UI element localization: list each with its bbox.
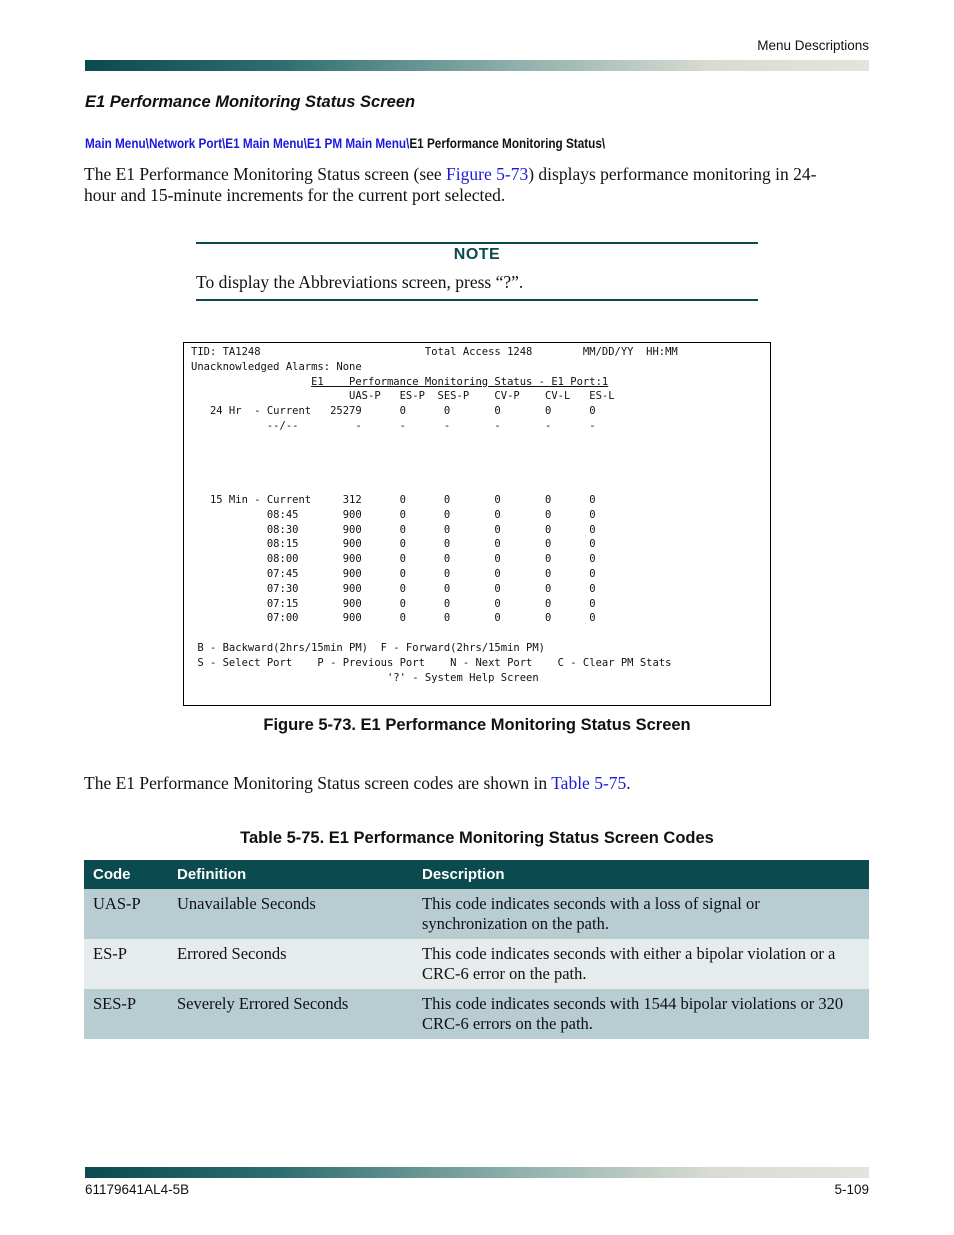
breadcrumb-link-main-menu[interactable]: Main Menu\ xyxy=(85,136,149,151)
codes-table xyxy=(84,860,869,1039)
breadcrumb-link-e1-main-menu[interactable]: E1 Main Menu\ xyxy=(225,136,307,151)
note-title: NOTE xyxy=(453,246,501,263)
breadcrumb-link-e1-pm-main-menu[interactable]: E1 PM Main Menu\ xyxy=(306,136,410,151)
document-number: 61179641AL4-5B xyxy=(85,1182,190,1197)
figure-link[interactable]: Figure 5-73 xyxy=(446,164,529,184)
intro-paragraph xyxy=(84,164,824,206)
note-bottom-rule xyxy=(196,299,758,301)
screen-body: UAS-P ES-P SES-P CV-P CV-L ES-L 24 Hr - Current 25279 0 0 0 0 0 --/-- - - - - - - 15 Min - Current 312 0 0 0 0 0 08:45 900 0 0 0 0 0 08:30 900 0 0 0 0 0 08:15 900 0 0 0 0 0 08:00 900 0 0 0 0 0 07:45 900 0 0 0 0 0 07:30 900 0 0 0 0 0 07:15 900 0 0 0 0 0 07:00 900 0 0 0 0 0 B - Backward(2hrs/15min PM) F - Forward(2hrs/15min PM) S - Select Port P - Previous Port N - Next Port C - Clear PM Stats '?' - System Help Screen xyxy=(197,390,672,684)
table-row xyxy=(84,939,869,989)
cell-definition: Errored Seconds xyxy=(168,939,413,989)
intro-text-before: The E1 Performance Monitoring Status screen (see xyxy=(84,164,447,184)
breadcrumb-link-network-port[interactable]: Network Port\ xyxy=(148,136,226,151)
table-row xyxy=(84,889,869,939)
breadcrumb xyxy=(85,136,605,151)
codes-intro-before: The E1 Performance Monitoring Status screen codes are shown in xyxy=(84,773,552,793)
column-header-code: Code xyxy=(84,860,168,889)
running-header: Menu Descriptions xyxy=(757,38,869,53)
table-row xyxy=(84,989,869,1039)
breadcrumb-current: E1 Performance Monitoring Status\ xyxy=(409,136,606,151)
note-text: To display the Abbreviations screen, press “?”. xyxy=(196,272,524,292)
section-title: E1 Performance Monitoring Status Screen xyxy=(85,93,416,111)
intro-text-after: ) displays performance monitoring in 24-hour and 15-minute increments for the current port selected. xyxy=(84,164,817,205)
codes-intro-paragraph xyxy=(84,773,824,794)
footer-bar xyxy=(85,1167,869,1178)
cell-description: This code indicates seconds with either a bipolar violation or a CRC-6 error on the path. xyxy=(413,939,869,989)
cell-code: ES-P xyxy=(84,939,168,989)
screen-line-tid: TID: TA1248 Total Access 1248 MM/DD/YY HH:MM xyxy=(191,346,678,358)
cell-definition: Severely Errored Seconds xyxy=(168,989,413,1039)
header-bar xyxy=(85,60,869,71)
terminal-screen-figure xyxy=(183,342,771,706)
column-header-definition: Definition xyxy=(168,860,413,889)
cell-code: UAS-P xyxy=(84,889,168,939)
cell-description: This code indicates seconds with a loss of signal or synchronization on the path. xyxy=(413,889,869,939)
table-caption: Table 5-75. E1 Performance Monitoring Status Screen Codes xyxy=(240,829,714,847)
cell-description: This code indicates seconds with 1544 bipolar violations or 320 CRC-6 errors on the path. xyxy=(413,989,869,1039)
cell-definition: Unavailable Seconds xyxy=(168,889,413,939)
screen-title: E1 Performance Monitoring Status - E1 Port:1 xyxy=(311,375,609,388)
note-top-rule xyxy=(196,242,758,244)
page-number: 5-109 xyxy=(834,1182,869,1197)
screen-line-alarms: Unacknowledged Alarms: None xyxy=(191,360,362,373)
codes-intro-after: . xyxy=(626,773,631,793)
terminal-screen-text xyxy=(191,345,678,685)
figure-caption: Figure 5-73. E1 Performance Monitoring Status Screen xyxy=(263,716,691,734)
cell-code: SES-P xyxy=(84,989,168,1039)
table-link[interactable]: Table 5-75 xyxy=(551,773,627,793)
table-header-row xyxy=(84,860,869,889)
column-header-description: Description xyxy=(413,860,869,889)
